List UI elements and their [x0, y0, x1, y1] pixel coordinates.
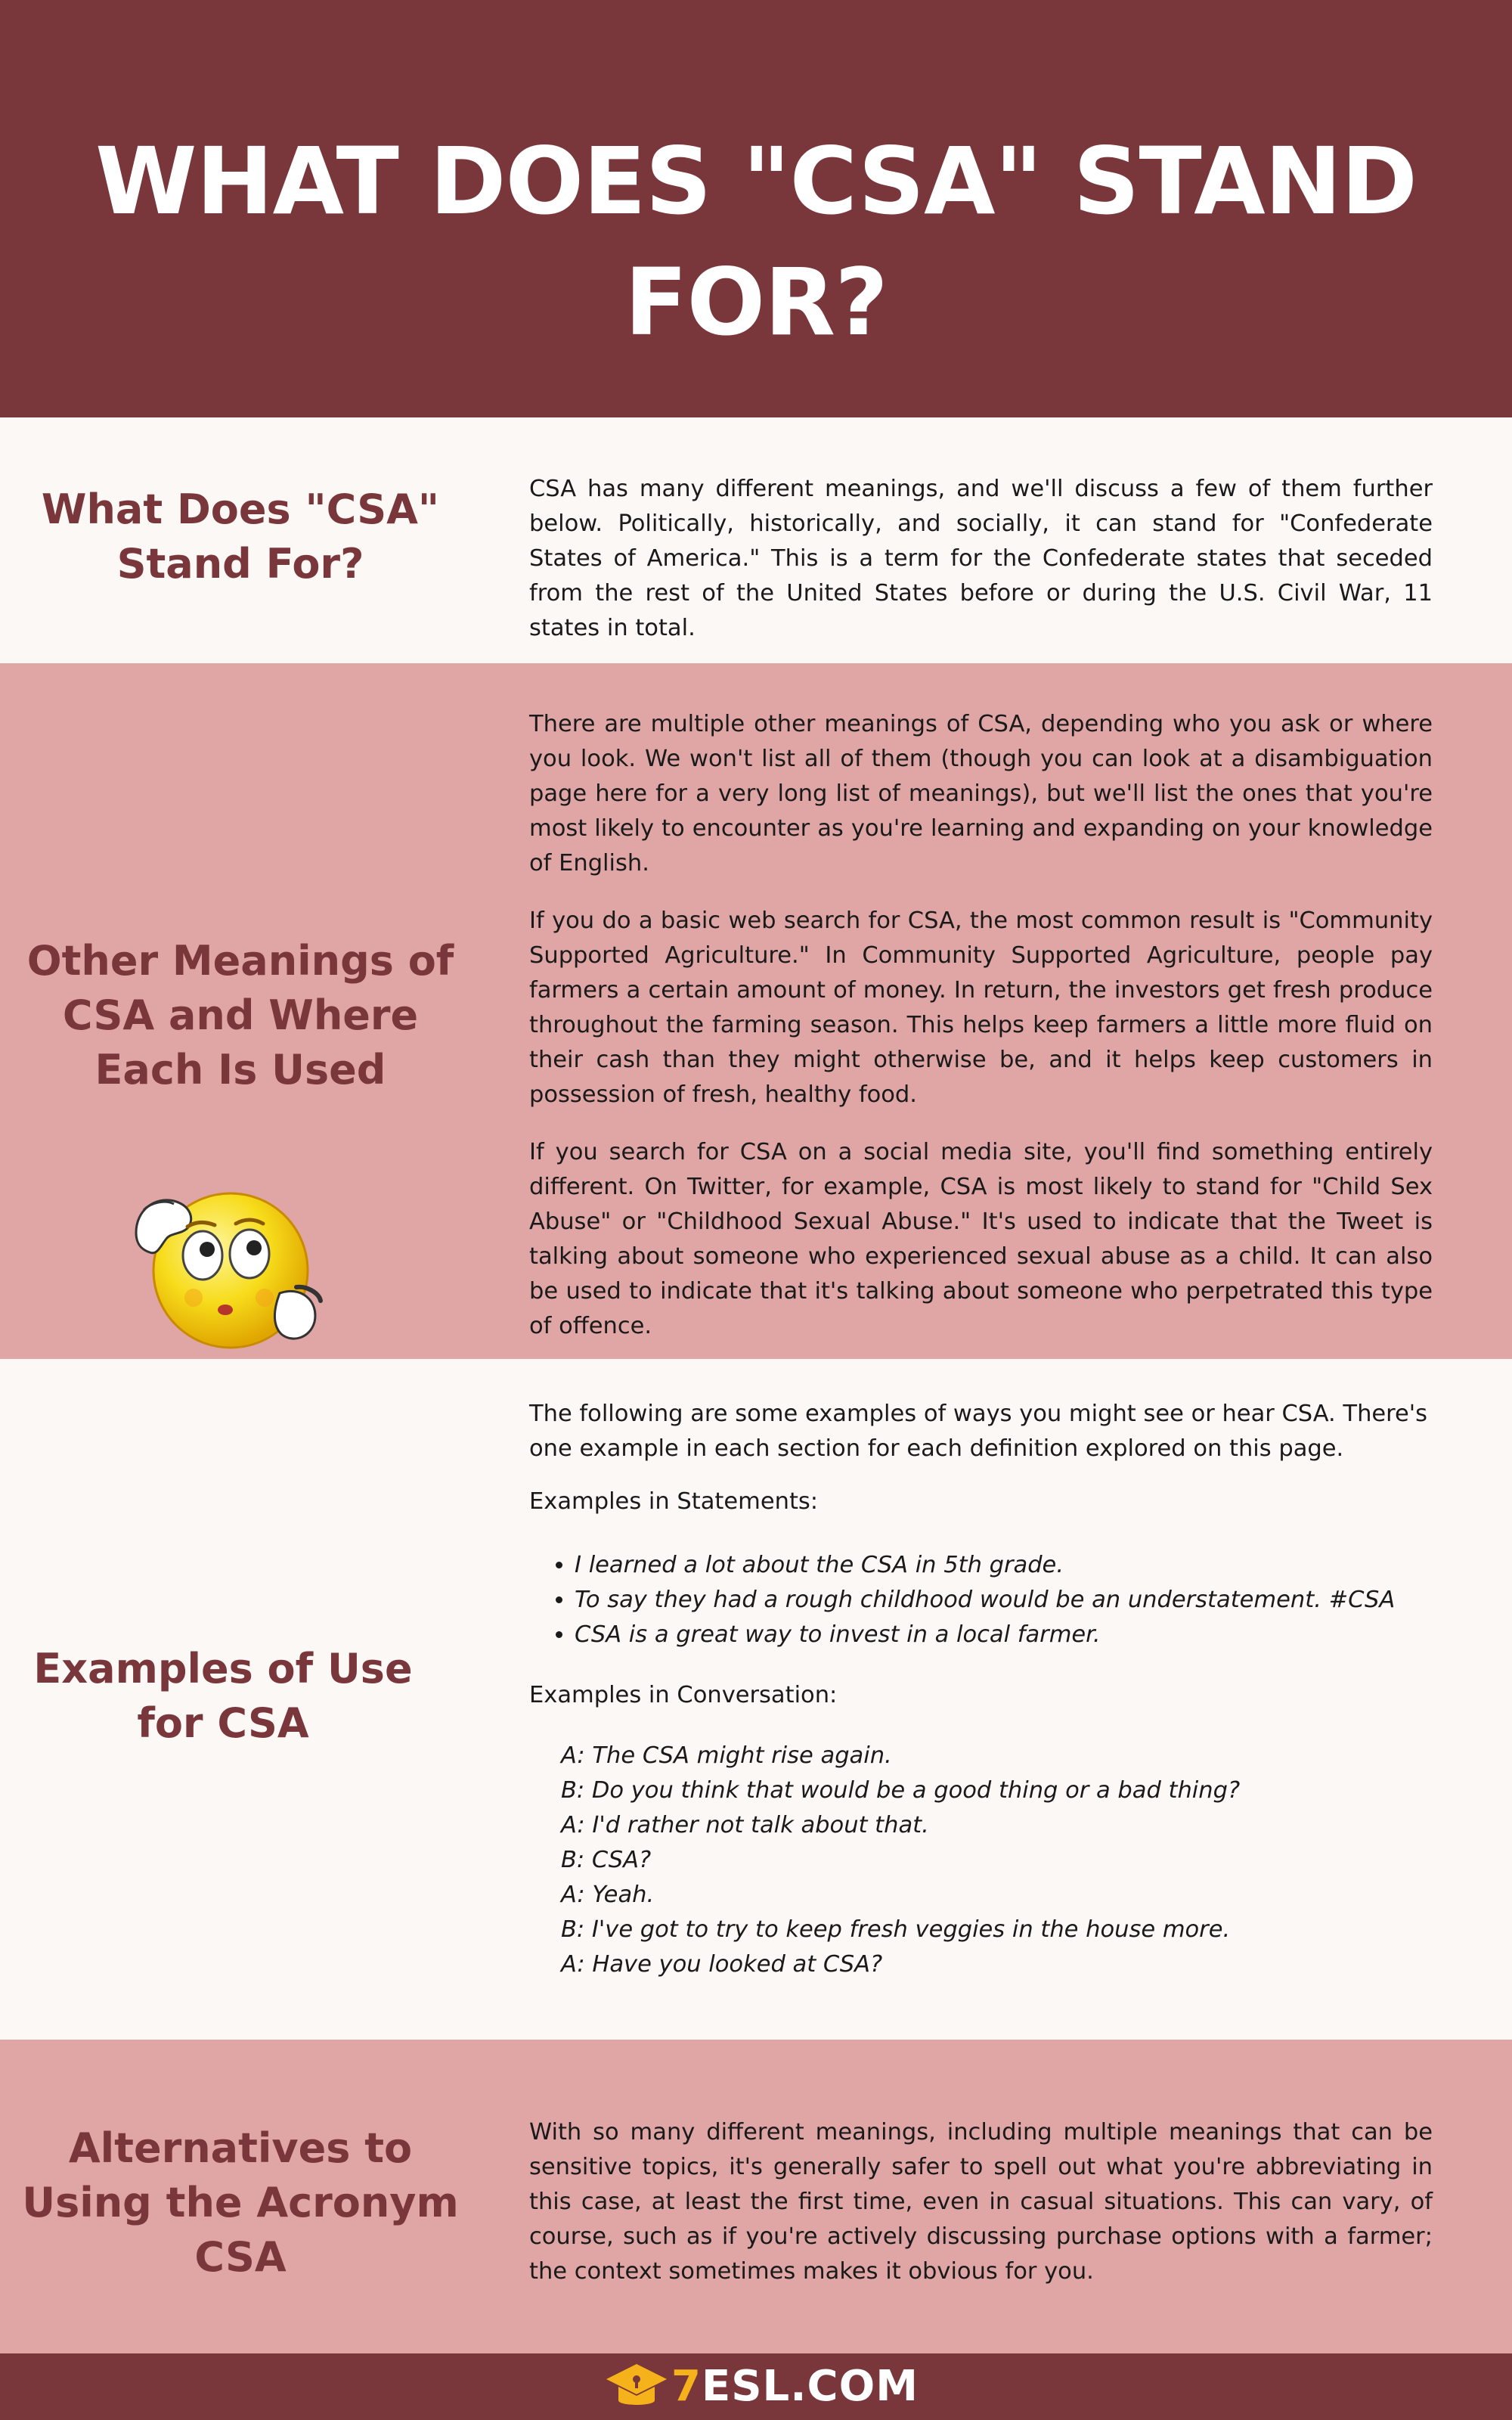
paragraph: The following are some examples of ways you might see or hear CSA. There's one example in each section for each definition explored on this page.	[529, 1401, 1428, 1462]
section-title-line: Using the Acronym	[22, 2179, 459, 2226]
thinking-emoji-icon	[121, 1180, 333, 1361]
section-body	[529, 707, 1433, 1367]
conversation-line: A: The CSA might rise again.	[561, 1742, 892, 1769]
section-title-line: Examples of Use	[33, 1645, 413, 1692]
footer-bar	[0, 2353, 1512, 2420]
list-item: • I learned a lot about the CSA in 5th grade.	[575, 1548, 1433, 1583]
section-title-line: CSA and Where	[62, 991, 419, 1039]
conversation-line: B: Do you think that would be a good thing or a bad thing?	[561, 1777, 1241, 1804]
section-title	[0, 2121, 481, 2285]
conversation-line: B: CSA?	[561, 1847, 652, 1873]
section-title-line: Stand For?	[116, 540, 364, 588]
list-item: • CSA is a great way to invest in a local farmer.	[575, 1618, 1433, 1652]
conversation-line: A: Yeah.	[561, 1882, 655, 1908]
header-banner	[0, 0, 1512, 417]
list-item: • To say they had a rough childhood would be an understatement. #CSA	[575, 1583, 1433, 1618]
section-title	[0, 934, 481, 1097]
conversation-line: A: Have you looked at CSA?	[561, 1951, 883, 1978]
section-title-line: What Does "CSA"	[41, 486, 440, 533]
conversation-list	[529, 1739, 1433, 1982]
section-body	[529, 2115, 1433, 2312]
section-body	[529, 1397, 1433, 1982]
conversation-line: A: I'd rather not talk about that.	[561, 1812, 929, 1838]
paragraph: CSA has many different meanings, and we'll discuss a few of them further below. Politically, historically, and socially, it can stand for "Confederate States of America." This is a term for the Confederate states that seceded from the rest of the United States before or during the U.S. Civil War, 11 states in total.	[529, 476, 1433, 641]
section-alternatives	[0, 2040, 1512, 2353]
section-title	[0, 482, 481, 591]
graduation-cap-icon	[605, 2360, 668, 2414]
section-title-line: for CSA	[137, 1699, 309, 1747]
section-what-does-csa-stand-for	[0, 417, 1512, 663]
paragraph: If you search for CSA on a social media site, you'll find something entirely different. On Twitter, for example, CSA is most likely to stand for "Child Sex Abuse" or "Childhood Sexual Abuse." It's used to indicate that the Tweet is talking about someone who experienced sexual abuse as a child. It can also be used to indicate that it's talking about someone who perpetrated this type of offence.	[529, 1139, 1433, 1339]
site-logo[interactable]	[605, 2360, 922, 2414]
paragraph: With so many different meanings, including multiple meanings that can be sensitive topics, it's generally safer to spell out what you're abbreviating in this case, at least the first time, even in casual situations. This can vary, of course, such as if you're actively discussing purchase options with a farmer; the context sometimes makes it obvious for you.	[529, 2119, 1433, 2285]
section-title-line: Alternatives to	[68, 2124, 413, 2172]
logo-wordmark: ESL.COM	[701, 2362, 919, 2411]
section-title-line: Other Meanings of	[26, 937, 454, 985]
statements-label: Examples in Statements:	[529, 1488, 819, 1515]
section-title-line: Each Is Used	[94, 1046, 386, 1094]
page-title: WHAT DOES "CSA" STAND FOR?	[94, 128, 1418, 356]
section-title	[0, 1642, 446, 1751]
section-body	[529, 472, 1433, 669]
paragraph: If you do a basic web search for CSA, the most common result is "Community Supported Agriculture." In Community Supported Agriculture, people pay farmers a certain amount of money. In return, the investors get fresh produce throughout the farming season. This helps keep farmers a little more fluid on their cash than they might otherwise be, and it helps keep customers in possession of fresh, healthy food.	[529, 908, 1433, 1108]
section-examples-of-use	[0, 1359, 1512, 2040]
statements-list	[529, 1548, 1433, 1652]
paragraph: There are multiple other meanings of CSA, depending who you ask or where you look. We won't list all of them (though you can look at a disambiguation page here for a very long list of meanings), but we'll list the ones that you're most likely to encounter as you're learning and expanding on your knowledge of English.	[529, 711, 1433, 876]
logo-text	[671, 2364, 919, 2409]
conversation-line: B: I've got to try to keep fresh veggies in the house more.	[561, 1916, 1231, 1943]
conversation-label: Examples in Conversation:	[529, 1682, 838, 1708]
logo-seven: 7	[671, 2362, 702, 2411]
section-title-line: CSA	[194, 2233, 287, 2281]
